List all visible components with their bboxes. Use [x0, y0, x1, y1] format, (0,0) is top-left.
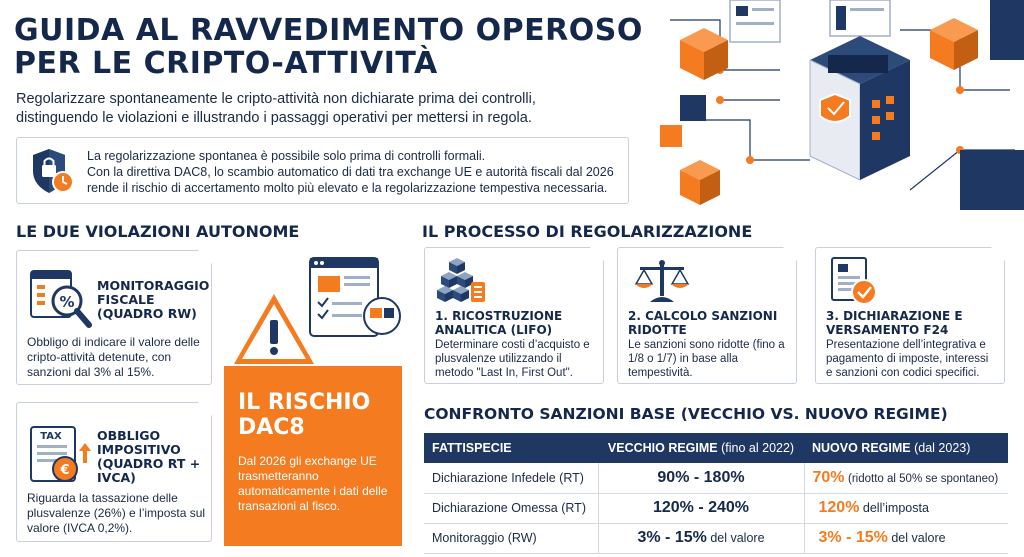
header-c3-note: (dal 2023)	[914, 441, 971, 455]
tax-document-icon	[27, 425, 91, 485]
monitoring-title: MONITORAGGIO FISCALE (QUADRO RW)	[97, 278, 210, 321]
table-row	[424, 463, 1008, 493]
intro-notice	[16, 137, 629, 204]
card-tax-obligation	[16, 402, 212, 542]
tax-body: Riguarda la tassazione delle plusvalenze (26%) e l’imposta sul valore (IVCA 0,2%).	[27, 491, 206, 535]
tax-title: OBBLIGO IMPOSITIVO (QUADRO RT + IVCA)	[97, 428, 201, 485]
row-new-value	[804, 523, 1008, 553]
process-step-1	[424, 247, 604, 384]
new-suffix: del valore	[891, 531, 946, 545]
comparison-table	[424, 433, 1008, 554]
section-title-violations: LE DUE VIOLAZIONI AUTONOME	[16, 222, 300, 241]
table-row	[424, 523, 1008, 553]
header-c1-label: FATTISPECIE	[432, 441, 512, 455]
magnifier-document-icon	[27, 267, 93, 333]
process-step-1-body: Determinare costi d’acquisto e plusvalenze utilizzando il metodo "Last In, First Out".	[435, 339, 590, 379]
intro-line-1: La regolarizzazione spontanea è possibile solo prima di controlli formali.	[87, 149, 486, 163]
svg-text:%: %	[59, 293, 75, 311]
new-suffix: (ridotto al 50% se spontaneo)	[848, 472, 999, 485]
new-value: 120%	[818, 499, 860, 516]
monitoring-body: Obbligo di indicare il valore delle cripto-attività detenute, con sanzioni dal 3% al 15%.	[27, 335, 200, 379]
intro-line-2: Con la direttiva DAC8, lo scambio automatico di dati tra exchange UE e autorità fiscali dal 2026 rende il rischio di accertamento molto più elevato e la regolarizzazione tempestiva necessaria.	[87, 165, 614, 195]
dac8-risk-panel	[224, 366, 402, 546]
dac8-title-line-1: IL RISCHIO	[238, 390, 371, 415]
document-check-icon	[828, 256, 880, 306]
cubes-stack-icon	[435, 256, 487, 306]
balance-scale-icon	[632, 258, 692, 304]
table-header-row	[424, 433, 1008, 463]
crypto-security-illustration	[660, 0, 1024, 210]
row-label: Monitoraggio (RW)	[424, 523, 598, 553]
process-step-2	[617, 247, 797, 384]
table-row	[424, 493, 1008, 523]
process-step-1-title: 1. RICOSTRUZIONE ANALITICA (LIFO)	[435, 309, 563, 337]
svg-text:€: €	[60, 463, 70, 478]
process-step-2-title: 2. CALCOLO SANZIONI RIDOTTE	[628, 309, 778, 337]
new-value: 3% - 15%	[818, 529, 888, 546]
row-new-value	[804, 463, 1008, 493]
row-label: Dichiarazione Infedele (RT)	[424, 463, 598, 493]
comparison-title: CONFRONTO SANZIONI BASE (VECCHIO VS. NUOVO REGIME)	[424, 405, 948, 423]
old-value: 3% - 15%	[637, 529, 707, 546]
title-line-2: PER LE CRIPTO-ATTIVITÀ	[14, 46, 438, 81]
header-old-regime	[598, 433, 804, 463]
page-title	[14, 14, 654, 80]
old-value: 90% - 180%	[657, 468, 745, 486]
dac8-title-line-2: DAC8	[238, 415, 305, 440]
header-c2-label: VECCHIO REGIME	[607, 441, 718, 455]
old-value: 120% - 240%	[652, 499, 750, 516]
process-step-3-body: Presentazione dell’integrativa e pagamento di imposte, interessi e sanzioni con codici specifici.	[826, 339, 989, 379]
intro-text	[87, 148, 622, 196]
warning-browser-illustration	[228, 254, 408, 369]
header-c3-label: NUOVO REGIME	[812, 441, 911, 455]
new-suffix: dell’imposta	[862, 501, 929, 515]
dac8-body: Dal 2026 gli exchange UE trasmetteranno automaticamente i dati delle transazioni al fisco.	[238, 454, 388, 513]
title-line-1: GUIDA AL RAVVEDIMENTO OPEROSO	[14, 13, 643, 48]
row-old-value	[598, 493, 804, 523]
header-c2-note: (fino al 2022)	[721, 441, 795, 455]
shield-clock-icon	[29, 147, 75, 195]
card-monitoring-rw	[16, 250, 212, 385]
header-new-regime	[804, 433, 1008, 463]
row-new-value	[804, 493, 1008, 523]
new-value: 70%	[812, 468, 845, 486]
tax-icon-text: TAX	[40, 431, 62, 442]
page-subtitle: Regolarizzare spontaneamente le cripto-attività non dichiarate prima dei controlli, distinguendo le violazioni e illustrando i passaggi operativi per mettersi in regola.	[16, 91, 536, 126]
section-title-process: IL PROCESSO DI REGOLARIZZAZIONE	[422, 222, 753, 241]
dac8-title	[238, 390, 370, 440]
old-suffix: del valore	[710, 531, 765, 545]
process-step-3-title: 3. DICHIARAZIONE E VERSAMENTO F24	[826, 309, 963, 337]
row-label: Dichiarazione Omessa (RT)	[424, 493, 598, 523]
header-fattispecie	[424, 433, 598, 463]
process-step-2-body: Le sanzioni sono ridotte (fino a 1/8 o 1/7) in base alla tempestività.	[628, 339, 785, 379]
row-old-value	[598, 523, 804, 553]
row-old-value	[598, 463, 804, 493]
process-step-3	[815, 247, 1005, 384]
